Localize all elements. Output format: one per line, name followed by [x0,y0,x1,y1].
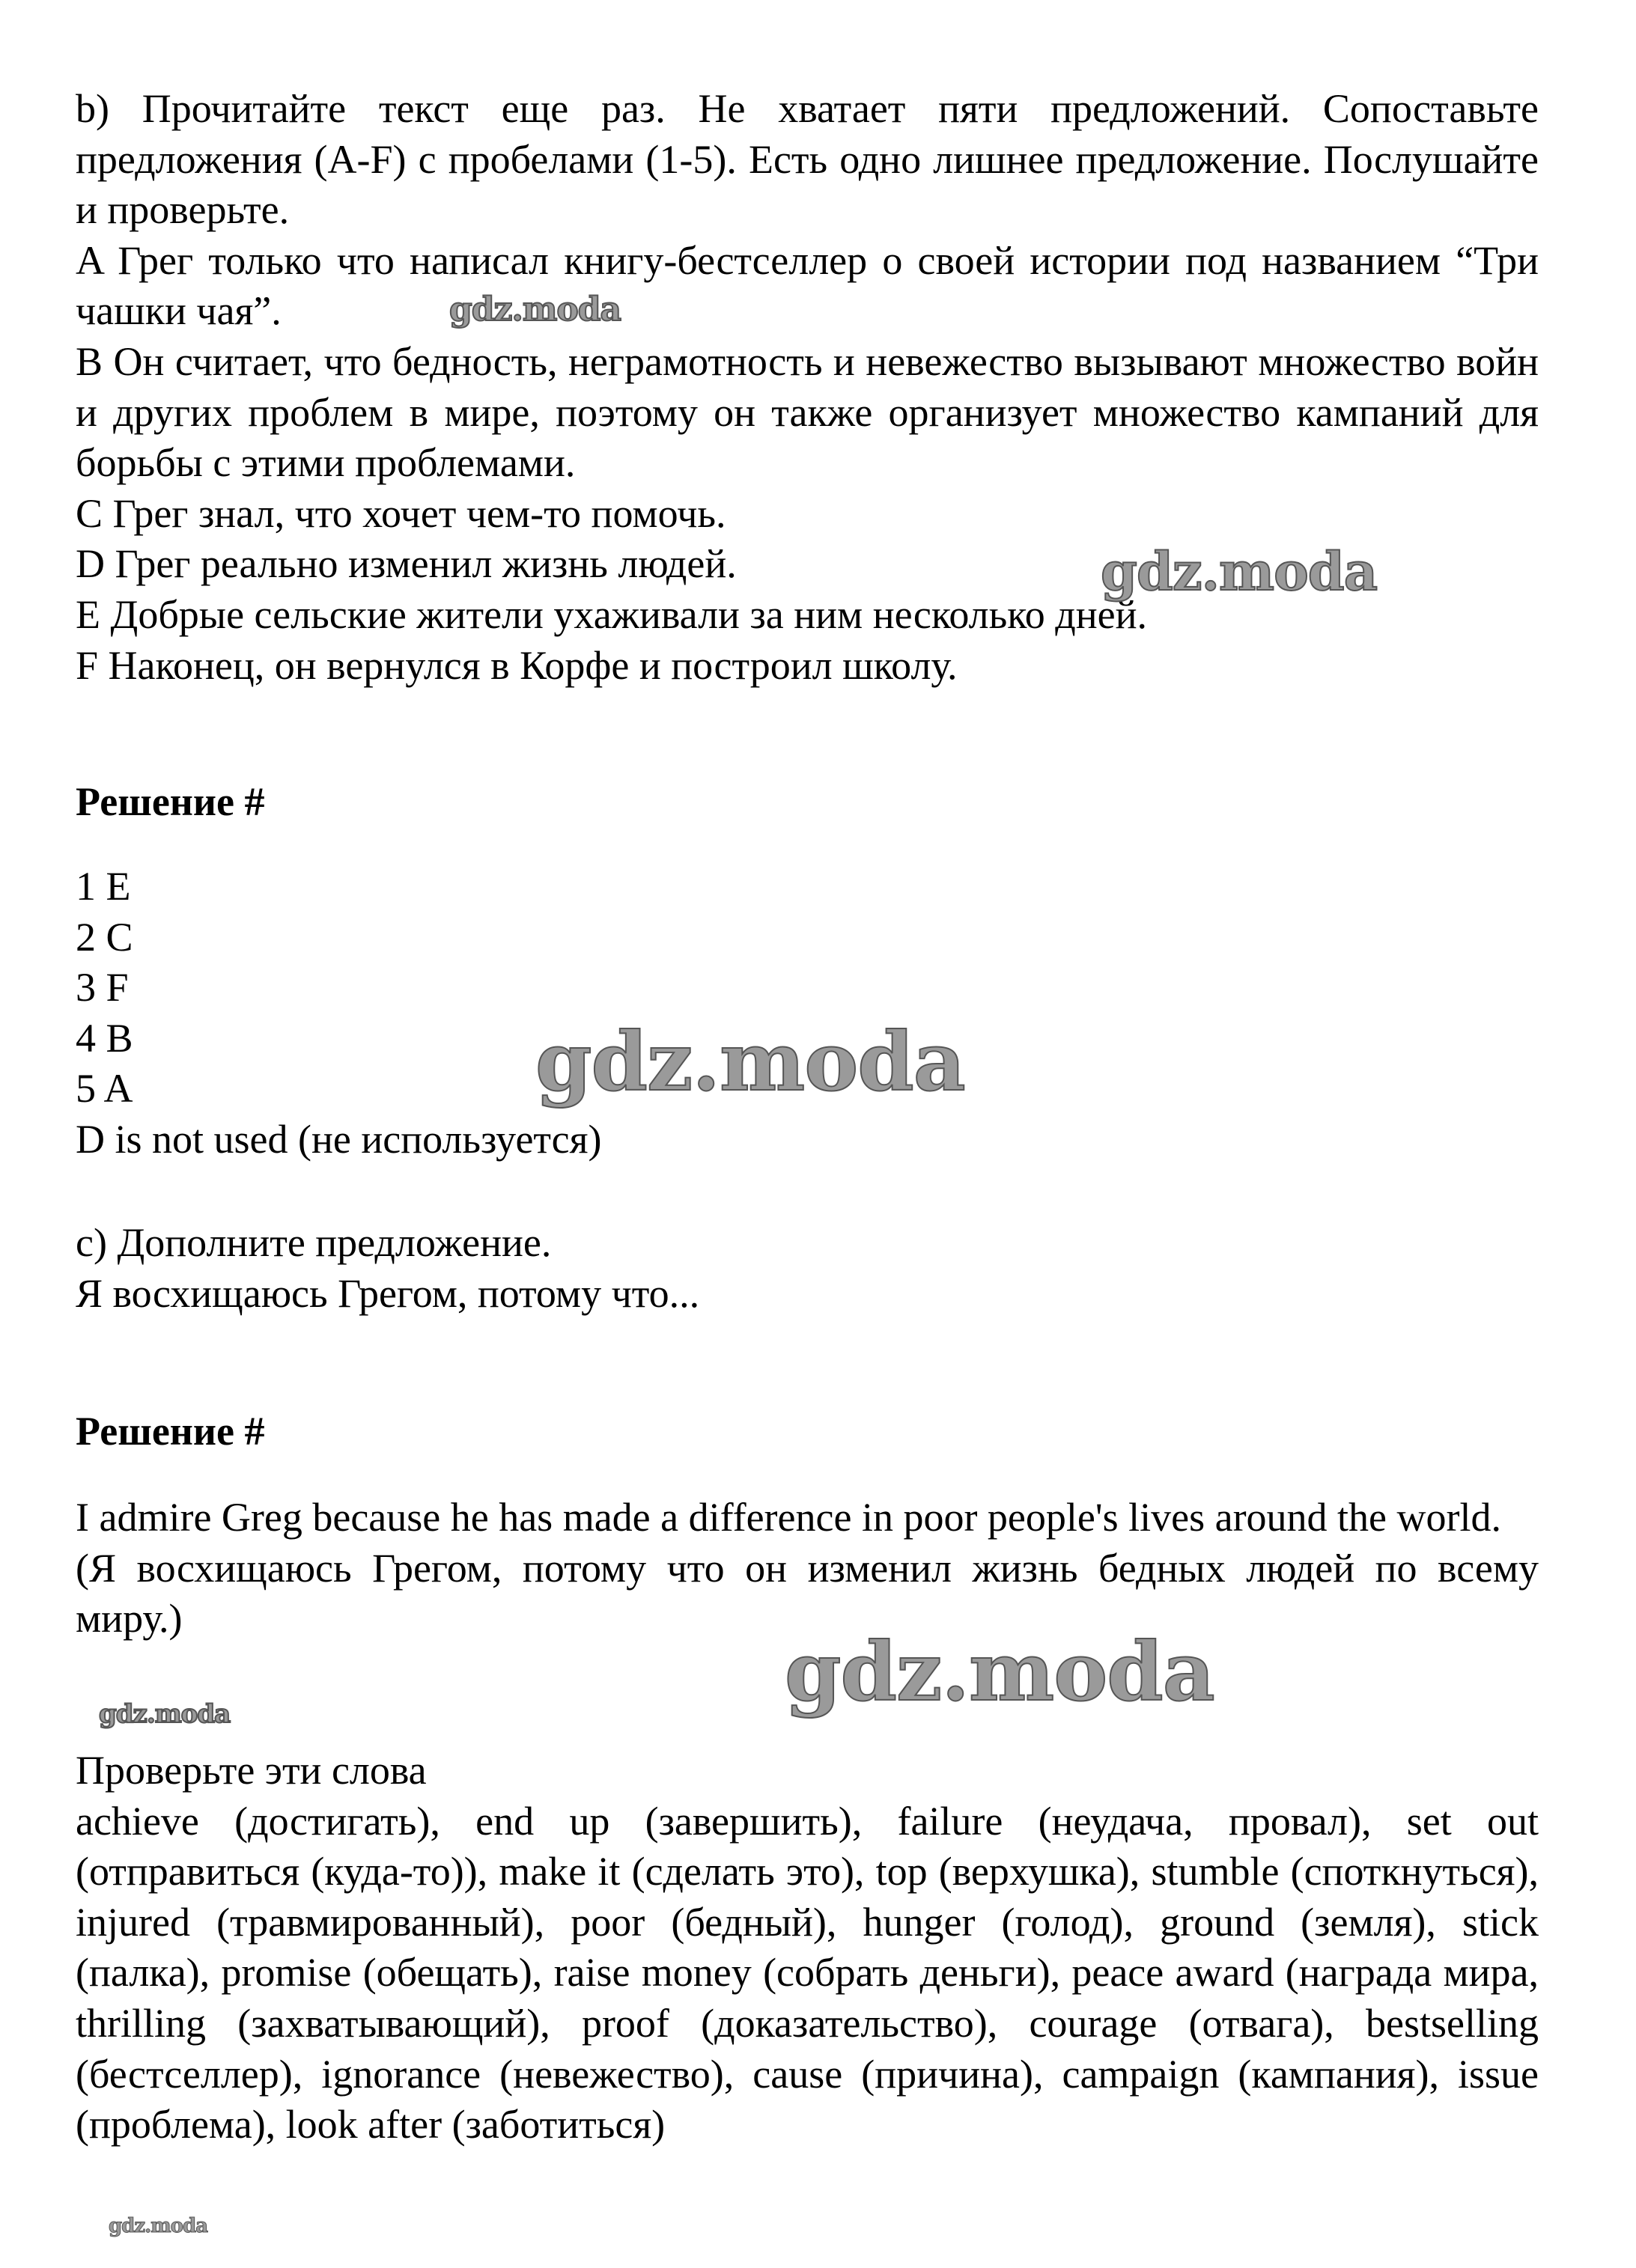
watermark-logo: gdz.moda [535,1015,965,1109]
vocabulary-list: achieve (достигать), end up (завершить), failure (неудача, провал), set out (отправиться (куда-то)), make it (сделать это), top (верхушка), stumble (споткнуться), injured (травмированный), poor (бедный), hunger (голод), ground (земля), stick (палка), promise (обещать), raise money (собрать деньги), peace award (награда мира, thrilling (захватывающий), proof (доказательство), courage (отвага), bestselling (бестселлер), ignorance (невежество), cause (причина), campaign (кампания), issue (проблема), look after (заботиться) [76,1798,1539,2147]
vocabulary-section [76,1746,1539,2150]
task-b-instruction: b) Прочитайте текст еще раз. Не хватает пяти предложений. Сопоставьте предложения (A-F) с пробелами (1-5). Есть одно лишнее предложение. Послушайте и проверьте. [76,86,1539,233]
task-c-prompt: Я восхищаюсь Грегом, потому что... [76,1270,700,1316]
answer: 2 C [76,914,133,960]
watermark-logo: gdz.moda [449,290,621,329]
watermark-logo: gdz.moda [1101,540,1378,603]
option-a: A Грег только что написал книгу-бестселлер о своей истории под названием “Три чашки чая”. [76,237,1539,334]
solution-2-heading: Решение # [76,1409,265,1454]
answer: 1 E [76,864,131,909]
task-c-instruction: c) Дополните предложение. [76,1220,552,1265]
watermark-logo: gdz.moda [785,1625,1214,1719]
answer: 4 B [76,1015,133,1061]
answer: 3 F [76,965,129,1010]
solution-1-answers [76,862,1539,1165]
solution-1-heading: Решение # [76,779,265,824]
answer: D is not used (не используется) [76,1116,602,1162]
option-d: D Грег реально изменил жизнь людей. [76,541,737,587]
answer-russian: (Я восхищаюсь Грегом, потому что он изменил жизнь бедных людей по всему миру.) [76,1545,1539,1641]
task-c [76,1218,1539,1319]
watermark-logo: gdz.moda [109,2215,208,2237]
answer-english: I admire Greg because he has made a difference in poor people's lives around the world. [76,1495,1502,1540]
check-words-title: Проверьте эти слова [76,1748,427,1793]
option-b: B Он считает, что бедность, неграмотность и невежество вызывают множество войн и других проблем в мире, поэтому он также организует множество кампаний для борьбы с этими проблемами. [76,338,1539,486]
option-f: F Наконец, он вернулся в Корфе и построил школу. [76,642,958,688]
answer: 5 A [76,1066,133,1112]
option-e: E Добрые сельские жители ухаживали за ним несколько дней. [76,591,1147,637]
option-c: C Грег знал, что хочет чем-то помочь. [76,490,726,536]
solution-2 [76,1493,1539,1644]
watermark-logo: gdz.moda [99,1699,231,1729]
